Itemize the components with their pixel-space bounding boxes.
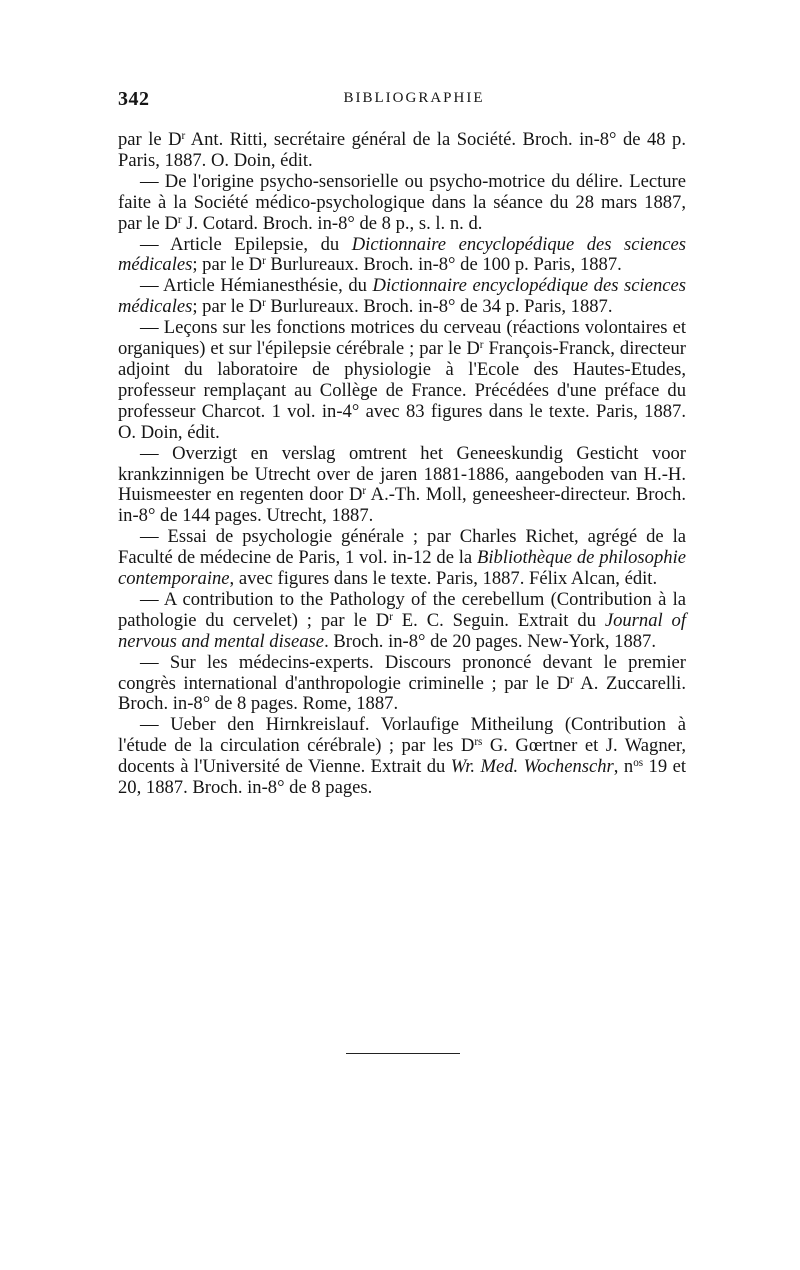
entry-text: Burlureaux. Broch. in-8° de 100 p. Paris, 1887. (265, 254, 622, 276)
bibliography-entry (118, 318, 686, 443)
entry-text: — Article Epilepsie, du (140, 233, 352, 255)
entry-text: . Broch. in-8° de 20 pages. New-York, 1887. (324, 630, 656, 652)
entry-text: François-Franck, directeur adjoint du laboratoire de physiologie à l'Ecole des Hautes-Etudes, professeur remplaçant au Collège de France. Précédées d'une préface du professeur Charcot. 1 vol. in-4° avec 83 figures dans le texte. Paris, 1887. O. Doin, édit. (118, 338, 686, 443)
entry-text: ; par le D (192, 254, 263, 276)
superscript: r (479, 338, 484, 351)
superscript: r (262, 297, 266, 310)
entry-text: G. Gœrtner et J. Wagner, docents à l'Université de Vienne. Extrait du (118, 735, 687, 778)
entry-text: — A contribution to the Pathology of the cerebellum (Contribution à la pathologie du cervelet) ; par le D (118, 588, 686, 631)
italic-title: Journal of nervous and mental disease (118, 609, 687, 652)
bibliography-entry (118, 527, 686, 590)
superscript: r (570, 673, 574, 686)
entry-text: , avec figures dans le texte. Paris, 1887. Félix Alcan, édit. (229, 568, 658, 590)
bibliography-entry (118, 172, 686, 235)
bibliography-entry (118, 715, 686, 799)
entry-text: — Leçons sur les fonctions motrices du cerveau (réactions volontaires et organiques) et sur l'épilepsie cérébrale ; par le D (118, 317, 686, 360)
entry-text: A. Zuccarelli. Broch. in-8° de 8 pages. Rome, 1887. (118, 672, 686, 715)
entry-text: — Ueber den Hirnkreislauf. Vorlaufige Mitheilung (Contribution à l'étude de la circulation cérébrale) ; par les D (118, 714, 686, 757)
bibliography-entry (118, 444, 686, 528)
superscript: r (177, 213, 182, 226)
bibliography-entry (118, 276, 686, 318)
italic-title: Wr. Med. Wochenschr (450, 756, 614, 778)
entry-text: — De l'origine psycho-sensorielle ou psycho-motrice du délire. Lecture faite à la Société médico-psychologique dans la séance du 28 mars 1887, par le D (118, 170, 686, 234)
entry-text: — Sur les médecins-experts. Discours prononcé devant le premier congrès international d'anthropologie criminelle ; par le D (118, 651, 686, 694)
page-number: 342 (118, 88, 150, 110)
entry-text: A.-Th. Moll, geneesheer-directeur. Broch. in-8° de 144 pages. Utrecht, 1887. (118, 484, 686, 527)
entry-text: Burlureaux. Broch. in-8° de 34 p. Paris, 1887. (265, 296, 613, 318)
entry-text: , n (613, 756, 634, 778)
entry-text: — Article Hémianesthésie, du (140, 275, 373, 297)
bibliography-entry (118, 130, 686, 172)
entry-text: 19 et 20, 1887. Broch. in-8° de 8 pages. (118, 756, 687, 799)
italic-title: Bibliothèque de philosophie contemporaine (118, 547, 686, 590)
superscript: rs (474, 736, 483, 749)
closing-rule (346, 1053, 460, 1054)
superscript: r (181, 129, 186, 142)
superscript: os (633, 757, 644, 770)
superscript: r (262, 255, 266, 268)
entry-text: — Overzigt en verslag omtrent het Geneeskundig Gesticht voor krankzinnigen be Utrecht over de jaren 1881-1886, aangeboden van H.-H. Huismeester en regenten door D (118, 442, 686, 506)
bibliography-entry (118, 653, 686, 716)
entry-text: J. Cotard. Broch. in-8° de 8 p., s. l. n. d. (181, 212, 483, 234)
italic-title: Dictionnaire encyclopédique des sciences médicales (118, 233, 687, 276)
entry-text: par le D (118, 129, 182, 150)
bibliography-entry (118, 235, 686, 277)
entry-text: E. C. Seguin. Extrait du (392, 609, 605, 631)
running-head: BIBLIOGRAPHIE (343, 90, 485, 106)
italic-title: Dictionnaire encyclopédique des sciences médicales (118, 275, 687, 318)
superscript: r (389, 610, 393, 623)
page-header (118, 88, 686, 112)
entry-text: — Essai de psychologie générale ; par Charles Richet, agrégé de la Faculté de médecine de Paris, 1 vol. in-12 de la (118, 526, 686, 569)
entry-text: Ant. Ritti, secrétaire général de la Société. Broch. in-8° de 48 p. Paris, 1887. O. Doin, édit. (118, 129, 687, 171)
entry-text: ; par le D (192, 296, 263, 318)
superscript: r (362, 485, 367, 498)
bibliography-entry (118, 590, 686, 653)
bibliography-text (118, 130, 686, 799)
